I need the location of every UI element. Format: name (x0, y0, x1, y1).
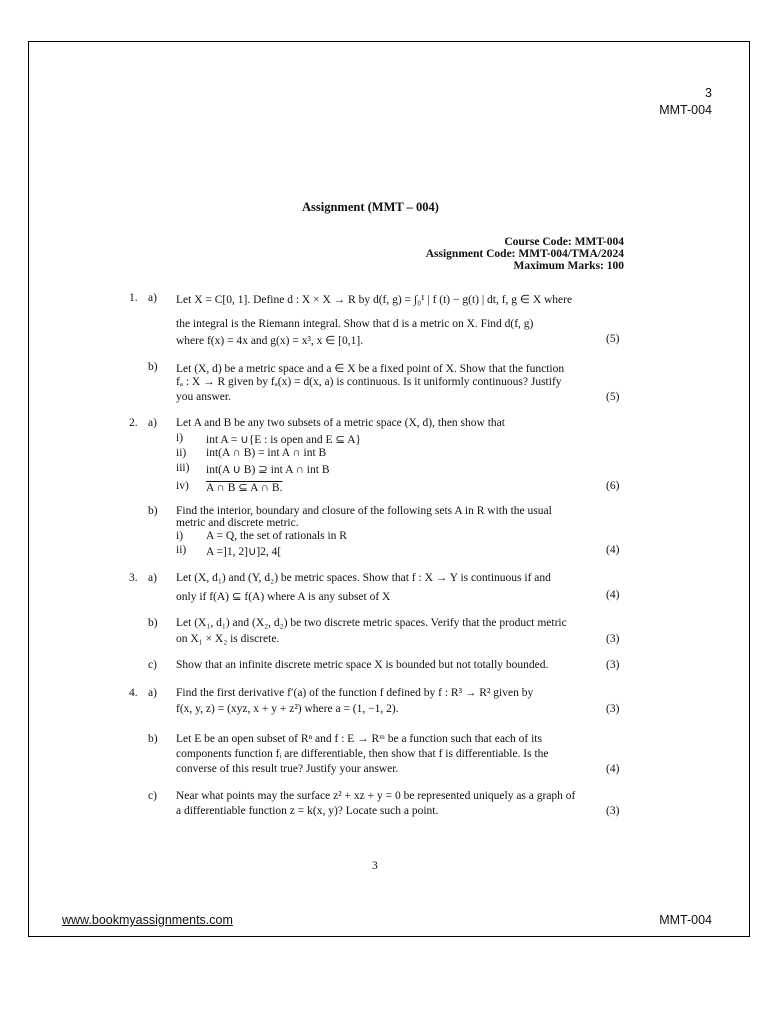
q2b-item-num: i) (176, 530, 184, 542)
q2b-marks: (4) (606, 544, 620, 556)
q4a-label: a) (148, 687, 157, 699)
q1b-line2: fₐ : X → R given by fₐ(x) = d(x, a) is continuous. Is it uniformly continuous? Justify (176, 376, 562, 388)
q3b-line1: Let (X₁, d₁) and (X₂, d₂) be two discrete metric spaces. Verify that the product metric (176, 617, 567, 629)
q4b-line3: converse of this result true? Justify your answer. (176, 763, 399, 775)
footer-course-code: MMT-004 (659, 913, 712, 927)
q4-number: 4. (129, 687, 138, 699)
q1a-line3: where f(x) = 4x and g(x) = x³, x ∈ [0,1]. (176, 335, 364, 347)
q1a-label: a) (148, 292, 157, 304)
q1b-label: b) (148, 361, 158, 373)
q3b-marks: (3) (606, 633, 620, 645)
q3-number: 3. (129, 572, 138, 584)
q4a-line1: Find the first derivative f′(a) of the function f defined by f : R³ → R² given by (176, 687, 534, 699)
q2a-item-text: A ∩ B ⊆ A ∩ B. (206, 482, 283, 494)
page-frame (28, 41, 750, 937)
q2a-item-text: int A = ∪{E : is open and E ⊆ A} (206, 434, 362, 446)
header-page-number: 3 (705, 86, 712, 100)
document-title: Assignment (MMT – 004) (302, 200, 439, 214)
website-link[interactable]: www.bookmyassignments.com (62, 913, 233, 927)
q3a-line2: only if f(A) ⊆ f(A) where A is any subset of X (176, 591, 391, 603)
q2a-item-num: ii) (176, 447, 187, 459)
q3a-marks: (4) (606, 589, 620, 601)
q1a-line2: the integral is the Riemann integral. Show that d is a metric on X. Find d(f, g) (176, 318, 534, 330)
q2b-item-text: A = Q, the set of rationals in R (206, 530, 347, 542)
max-marks-line: Maximum Marks: 100 (513, 260, 624, 272)
course-code-line: Course Code: MMT-004 (504, 236, 624, 248)
q2b-label: b) (148, 505, 158, 517)
q4a-line2: f(x, y, z) = (xyz, x + y + z²) where a = (1, −1, 2). (176, 703, 399, 715)
q2b-line2: metric and discrete metric. (176, 517, 299, 529)
q3c-marks: (3) (606, 659, 620, 671)
q4a-marks: (3) (606, 703, 620, 715)
q4b-label: b) (148, 733, 158, 745)
q3a-line1: Let (X, d₁) and (Y, d₂) be metric spaces. Show that f : X → Y is continuous if and (176, 572, 551, 584)
q2b-line1: Find the interior, boundary and closure of the following sets A in R with the usual (176, 505, 552, 517)
q2a-line1: Let A and B be any two subsets of a metric space (X, d), then show that (176, 417, 505, 429)
q2a-marks: (6) (606, 480, 620, 492)
q4b-line1: Let E be an open subset of Rⁿ and f : E → Rᵐ be a function such that each of its (176, 733, 542, 745)
q2a-item-num: iii) (176, 462, 190, 474)
q2a-item-num: iv) (176, 480, 189, 492)
header-course-code: MMT-004 (659, 103, 712, 117)
q2a-label: a) (148, 417, 157, 429)
q4c-label: c) (148, 790, 157, 802)
q2a-item-text: int(A ∪ B) ⊇ int A ∩ int B (206, 464, 330, 476)
q4b-marks: (4) (606, 763, 620, 775)
assignment-code-line: Assignment Code: MMT-004/TMA/2024 (425, 248, 624, 260)
q4c-marks: (3) (606, 805, 620, 817)
q1b-marks: (5) (606, 391, 620, 403)
page-footer-number: 3 (372, 860, 378, 872)
q1-number: 1. (129, 292, 138, 304)
q3c-label: c) (148, 659, 157, 671)
q3c-line1: Show that an infinite discrete metric space X is bounded but not totally bounded. (176, 659, 549, 671)
q1a-line1: Let X = C[0, 1]. Define d : X × X → R by d(f, g) = ∫₀¹ | f (t) − g(t) | dt, f, g ∈ X where (176, 294, 573, 306)
q3a-label: a) (148, 572, 157, 584)
q4c-line2: a differentiable function z = k(x, y)? Locate such a point. (176, 805, 439, 817)
q2b-item-text: A =]1, 2]∪]2, 4[ (206, 546, 282, 558)
q2a-item-num: i) (176, 432, 184, 444)
q3b-line2: on X₁ × X₂ is discrete. (176, 633, 280, 645)
q2-number: 2. (129, 417, 138, 429)
q1b-line1: Let (X, d) be a metric space and a ∈ X be a fixed point of X. Show that the function (176, 363, 565, 375)
q3b-label: b) (148, 617, 158, 629)
q2a-item-text: int(A ∩ B) = int A ∩ int B (206, 447, 327, 459)
q2b-item-num: ii) (176, 544, 187, 556)
q1a-marks: (5) (606, 333, 620, 345)
q1b-line3: you answer. (176, 391, 231, 403)
q4b-line2: components function fᵢ are differentiable, then show that f is differentiable. Is the (176, 748, 549, 760)
q4c-line1: Near what points may the surface z² + xz + y = 0 be represented uniquely as a graph of (176, 790, 576, 802)
